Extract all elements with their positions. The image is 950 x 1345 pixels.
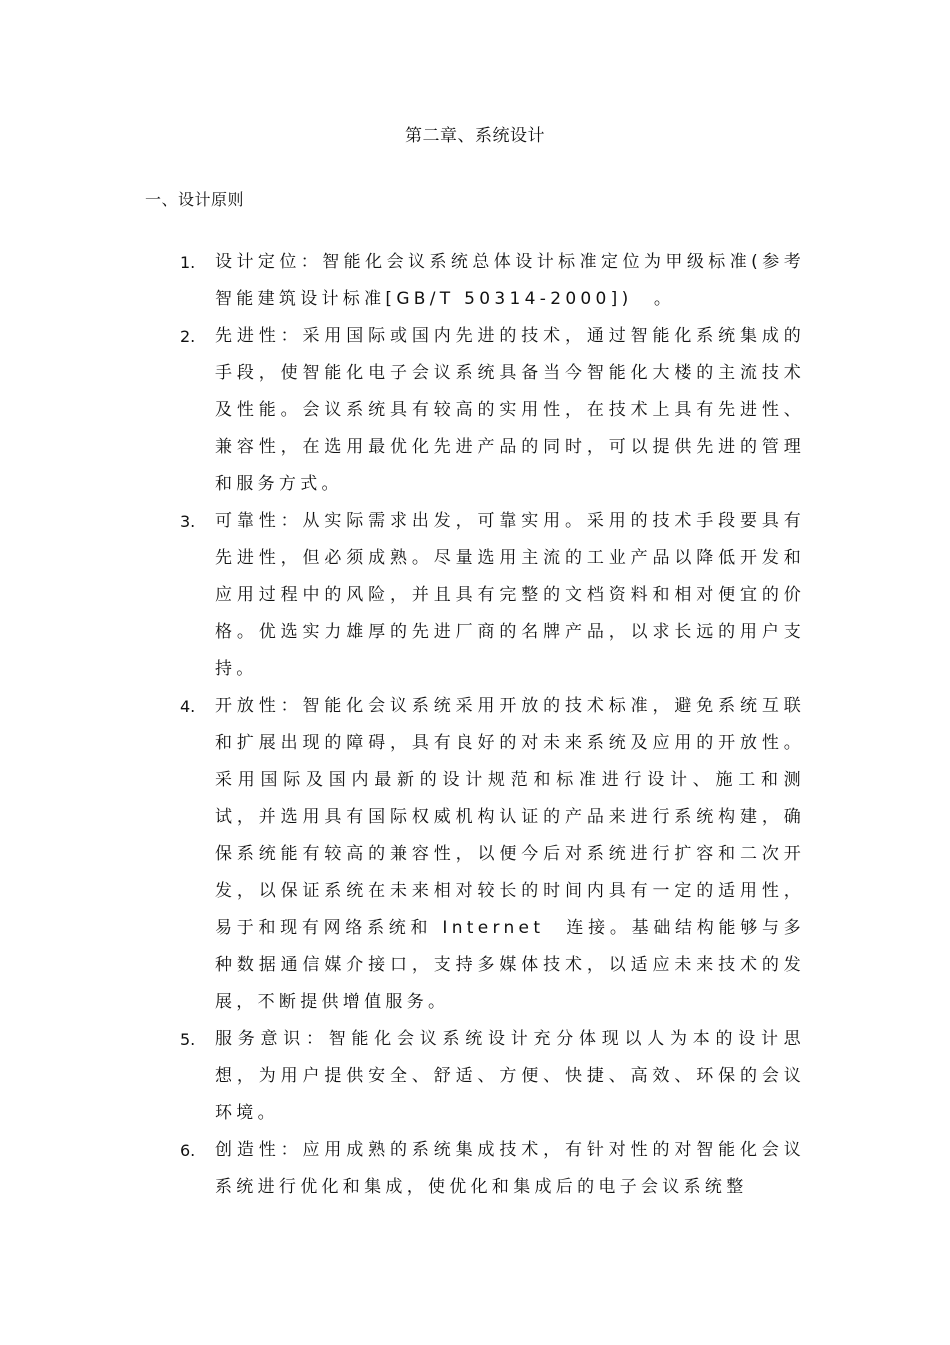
principle-item bbox=[180, 688, 805, 1021]
principle-number: 4. bbox=[180, 697, 196, 716]
design-principles-list bbox=[180, 244, 805, 1206]
principle-item bbox=[180, 318, 805, 503]
principle-number: 1. bbox=[180, 253, 196, 272]
principle-text: 开放性：智能化会议系统采用开放的技术标准，避免系统互联和扩展出现的障碍，具有良好的对未来系统及应用的开放性。采用国际及国内最新的设计规范和标准进行设计、施工和测试，并选用具有国际权威机构认证的产品来进行系统构建，确保系统能有较高的兼容性，以便今后对系统进行扩容和二次开发，以保证系统在未来相对较长的时间内具有一定的适用性，易于和现有网络系统和 Internet 连接。基础结构能够与多种数据通信媒介接口，支持多媒体技术，以适应未来技术的发展，不断提供增值服务。 bbox=[215, 696, 805, 1012]
principle-number: 2. bbox=[180, 327, 196, 346]
principle-text: 设计定位：智能化会议系统总体设计标准定位为甲级标准(参考智能建筑设计标准[GB/T 50314-2000]) 。 bbox=[215, 252, 805, 309]
principle-text: 可靠性：从实际需求出发，可靠实用。采用的技术手段要具有先进性，但必须成熟。尽量选用主流的工业产品以降低开发和应用过程中的风险，并且具有完整的文档资料和相对便宜的价格。优选实力雄厚的先进厂商的名牌产品，以求长远的用户支持。 bbox=[215, 511, 805, 679]
chapter-title: 第二章、系统设计 bbox=[405, 126, 545, 146]
principle-item bbox=[180, 1132, 805, 1206]
principle-item bbox=[180, 503, 805, 688]
section-heading: 一、设计原则 bbox=[145, 190, 245, 209]
principle-text: 服务意识：智能化会议系统设计充分体现以人为本的设计思想，为用户提供安全、舒适、方便、快捷、高效、环保的会议环境。 bbox=[215, 1029, 805, 1123]
principle-item bbox=[180, 244, 805, 318]
principle-number: 3. bbox=[180, 512, 196, 531]
principle-item bbox=[180, 1021, 805, 1132]
principle-text: 先进性：采用国际或国内先进的技术，通过智能化系统集成的手段，使智能化电子会议系统具备当今智能化大楼的主流技术及性能。会议系统具有较高的实用性，在技术上具有先进性、兼容性，在选用最优化先进产品的同时，可以提供先进的管理和服务方式。 bbox=[215, 326, 805, 494]
principle-text: 创造性：应用成熟的系统集成技术，有针对性的对智能化会议系统进行优化和集成，使优化和集成后的电子会议系统整 bbox=[215, 1140, 805, 1197]
principle-number: 5. bbox=[180, 1030, 196, 1049]
principle-number: 6. bbox=[180, 1141, 196, 1160]
